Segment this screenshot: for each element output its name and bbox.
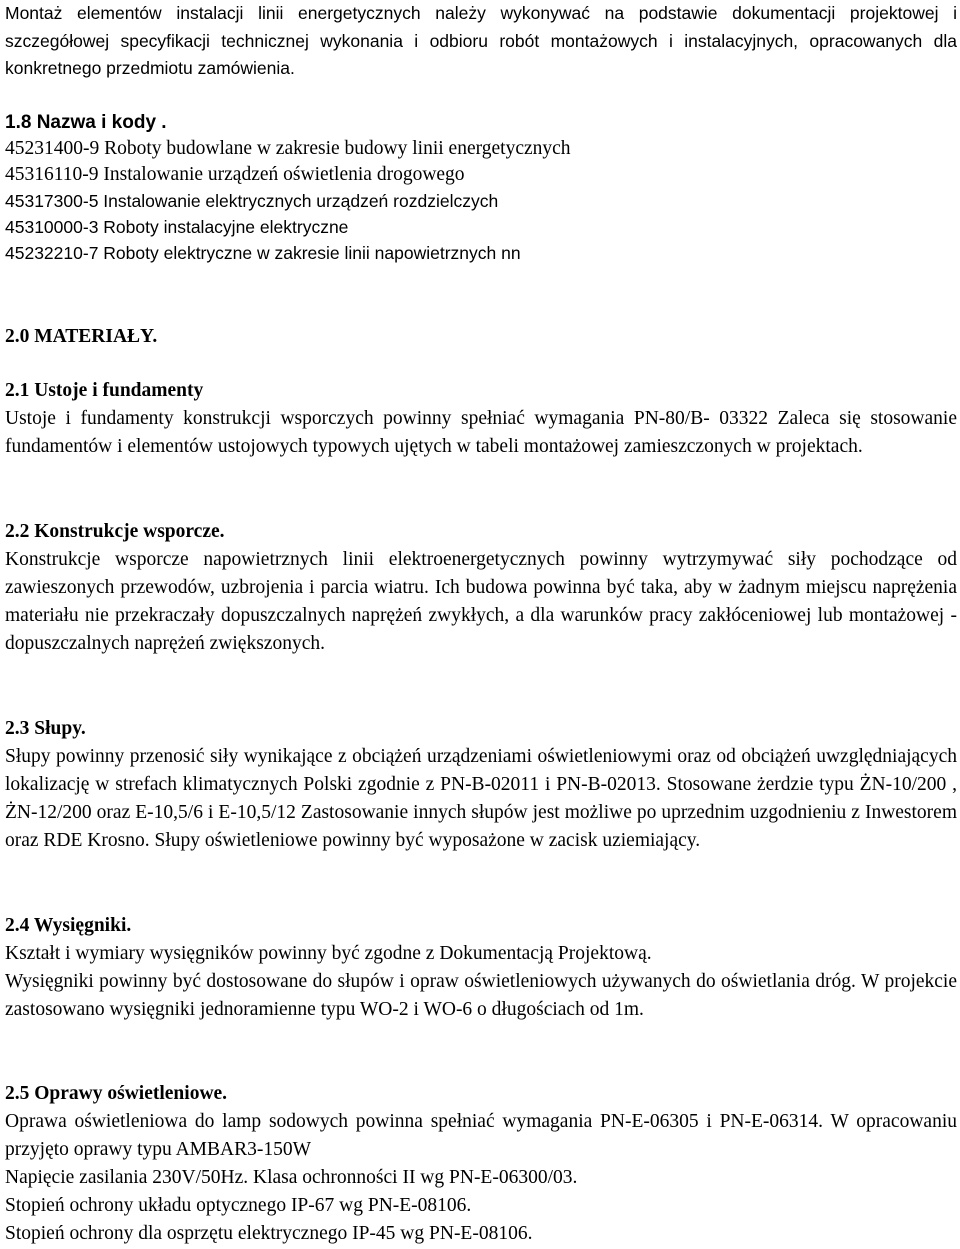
section-2-5-optical-line: Stopień ochrony układu optycznego IP-67 wg PN-E-08106. (5, 1195, 472, 1216)
section-2-5-heading: 2.5 Oprawy oświetleniowe. (5, 1083, 228, 1104)
code-line: 45310000-3 Roboty instalacyjne elektryczne (5, 217, 349, 237)
intro-section (5, 0, 957, 83)
code-line: 45316110-9 Instalowanie urządzeń oświetlenia drogowego (5, 164, 465, 185)
intro-paragraph: Montaż elementów instalacji linii energetycznych należy wykonywać na podstawie dokumentacji projektowej i szczegółowej specyfikacji technicznej wykonania i odbioru robót montażowych i instalacyjnych, opracowanych dla konkretnego przedmiotu zamówienia. (5, 3, 957, 78)
code-line: 45317300-5 Instalowanie elektrycznych urządzeń rozdzielczych (5, 191, 499, 211)
section-2-5 (5, 1080, 957, 1248)
section-2-2-heading: 2.2 Konstrukcje wsporcze. (5, 521, 225, 542)
section-2-1 (5, 377, 957, 461)
section-2-1-heading: 2.1 Ustoje i fundamenty (5, 380, 204, 401)
section-2-0-heading: 2.0 MATERIAŁY. (5, 326, 158, 347)
section-2-5-voltage-line: Napięcie zasilania 230V/50Hz. Klasa ochronności II wg PN-E-06300/03. (5, 1167, 578, 1188)
section-2-4-line: Kształt i wymiary wysięgników powinny być zgodne z Dokumentacją Projektową. (5, 943, 652, 964)
section-2-1-paragraph: Ustoje i fundamenty konstrukcji wsporczych powinny spełniać wymagania PN-80/B- 03322 Zaleca się stosowanie fundamentów i elementów ustojowych typowych ujętych w tabeli montażowej zamieszczonych w projektach. (5, 408, 957, 457)
section-2-5-electrical-line: Stopień ochrony dla osprzętu elektrycznego IP-45 wg PN-E-08106. (5, 1223, 533, 1244)
section-2-3-heading: 2.3 Słupy. (5, 718, 86, 739)
section-2-2 (5, 518, 957, 658)
section-2-3-paragraph: Słupy powinny przenosić siły wynikające z obciążeń urządzeniami oświetleniowymi oraz od obciążeń uwzględniających lokalizację w strefach klimatycznych Polski zgodnie z PN-B-02011 i PN-B-02013. Stosowane żerdzie typu ŻN-10/200 , ŻN-12/200 oraz E-10,5/6 i E-10,5/12 Zastosowanie innych słupów jest możliwe po uprzednim uzgodnieniu z Inwestorem oraz RDE Krosno. Słupy oświetleniowe powinny być wyposażone w zacisk uziemiający. (5, 746, 957, 851)
section-1-8-heading: 1.8 Nazwa i kody . (5, 112, 167, 133)
section-2-4-heading: 2.4 Wysięgniki. (5, 915, 132, 936)
section-2-2-paragraph: Konstrukcje wsporcze napowietrznych linii elektroenergetycznych powinny wytrzymywać siły pochodzące od zawieszonych przewodów, uzbrojenia i parcia wiatru. Ich budowa powinna być taka, aby w żadnym miejscu naprężenia materiału nie przekraczały dopuszczalnych naprężeń zwykłych, a dla warunków pracy zakłóceniowej lub montażowej - dopuszczalnych naprężeń zwiększonych. (5, 549, 957, 654)
code-line: 45232210-7 Roboty elektryczne w zakresie linii napowietrznych nn (5, 243, 521, 263)
section-1-8 (5, 110, 957, 266)
code-line: 45231400-9 Roboty budowlane w zakresie budowy linii energetycznych (5, 138, 571, 159)
section-2-4-paragraph: Wysięgniki powinny być dostosowane do słupów i opraw oświetleniowych używanych do oświetlania dróg. W projekcie zastosowano wysięgniki jednoramienne typu WO-2 i WO-6 o długościach od 1m. (5, 971, 957, 1020)
section-2-5-paragraph: Oprawa oświetleniowa do lamp sodowych powinna spełniać wymagania PN-E-06305 i PN-E-06314. W opracowaniu przyjęto oprawy typu AMBAR3-150W (5, 1111, 957, 1160)
section-2-4 (5, 912, 957, 1024)
section-2-0 (5, 323, 957, 351)
section-2-3 (5, 715, 957, 855)
